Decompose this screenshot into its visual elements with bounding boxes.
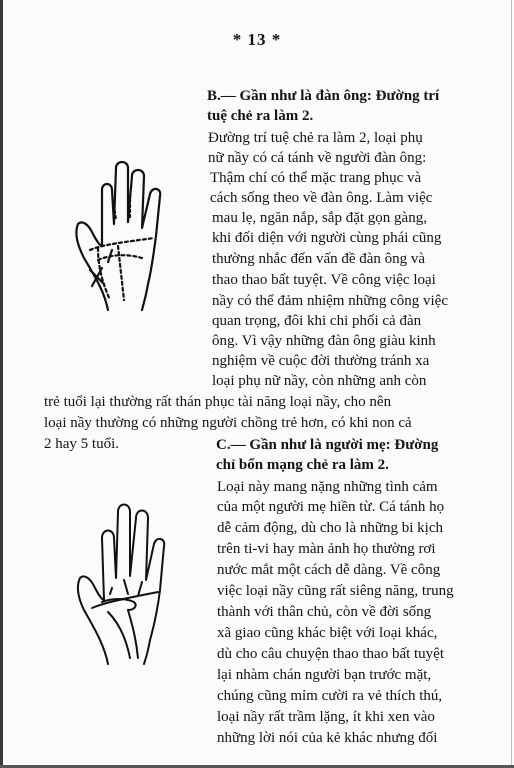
section-c-text-line: trên ti-vi hay màn ảnh họ thường rơi — [217, 541, 436, 557]
section-b-text-line: cách sống theo về đàn ông. Làm việc — [210, 190, 433, 206]
page-edge-right — [511, 0, 512, 768]
palm-illustration-c — [72, 498, 190, 668]
section-b-text-line: loại phụ nữ nầy, còn những anh còn — [212, 373, 427, 389]
section-c-text-line: xã giao cũng khác biệt với loại khác, — [217, 625, 438, 641]
section-c-text-line: dù cho câu chuyện thao thao bất tuyệt — [217, 646, 445, 662]
section-c-text-line: nước mắt một cách dễ dàng. Về công — [217, 562, 441, 578]
section-c-text-line: của một người mẹ hiền từ. Cá tánh họ — [217, 499, 445, 515]
section-c-text-line: chúng cũng mỉm cười ra vẻ thích thú, — [217, 688, 443, 704]
page-edge-left — [0, 0, 3, 768]
section-c-text-line: Loại này mang nặng những tình cảm — [217, 479, 438, 495]
section-b-text-line: thao thao bất tuyệt. Về công việc loại — [212, 272, 436, 288]
section-b-text-line: nghiệm về cuộc đời thường tránh xa — [212, 353, 430, 369]
section-b-text-line: ông. Vì vậy những đàn ông giàu kinh — [212, 333, 436, 349]
section-c-text-line: những lời nói của kẻ khác nhưng đối — [217, 730, 438, 746]
section-b-heading-line-2: tuệ chẻ ra làm 2. — [207, 108, 314, 124]
section-c-heading-line-1: C.— Gần như là người mẹ: Đường — [216, 437, 439, 453]
section-c-text-line: việc loại nầy cũng rất siêng năng, trung — [217, 583, 454, 599]
section-c-text-line: dễ cảm động, dù cho là những bi kịch — [217, 520, 443, 536]
section-b-text-line: thường nhắc đến vấn đề đàn ông và — [212, 251, 426, 267]
section-c-text-line: lại nhàm chán người bạn trước mặt, — [217, 667, 432, 683]
section-b-text-line: nầy có thể đảm nhiệm những công việc — [212, 293, 448, 309]
section-c-text-line: thành với thân chủ, còn về đời sống — [217, 604, 432, 620]
section-c-heading-line-2: chỉ bổn mạng chẻ ra làm 2. — [216, 457, 389, 473]
section-b-text-line: Thậm chí có thể mặc trang phục và — [210, 170, 422, 186]
section-b-text-line: loại nầy thường có những người chồng trẻ hơn, có khi non cả — [44, 415, 412, 431]
section-b-text-line: 2 hay 5 tuổi. — [44, 436, 119, 452]
section-b-text-line: trẻ tuổi lại thường rất thán phục tài năng loại nầy, cho nên — [44, 394, 392, 410]
section-b-text-line: quan trọng, đôi khi chi phối cả đàn — [212, 313, 422, 329]
section-b-text-line: khi đối diện với người cùng phái cũng — [212, 230, 442, 246]
section-b-text-line: Đường trí tuệ chẻ ra làm 2, loại phụ — [208, 130, 423, 146]
section-b-text-line: mau lẹ, ngăn nắp, sắp đặt gọn gàng, — [212, 210, 427, 226]
section-b-text-line: nữ nầy có cá tánh về người đàn ông: — [208, 150, 427, 166]
section-c-text-line: loại nầy rất trầm lặng, ít khi xen vào — [217, 709, 435, 725]
section-b-heading-line-1: B.— Gần như là đàn ông: Đường trí — [207, 88, 440, 104]
page-number: * 13 * — [232, 30, 282, 49]
palm-illustration-b — [68, 150, 188, 315]
